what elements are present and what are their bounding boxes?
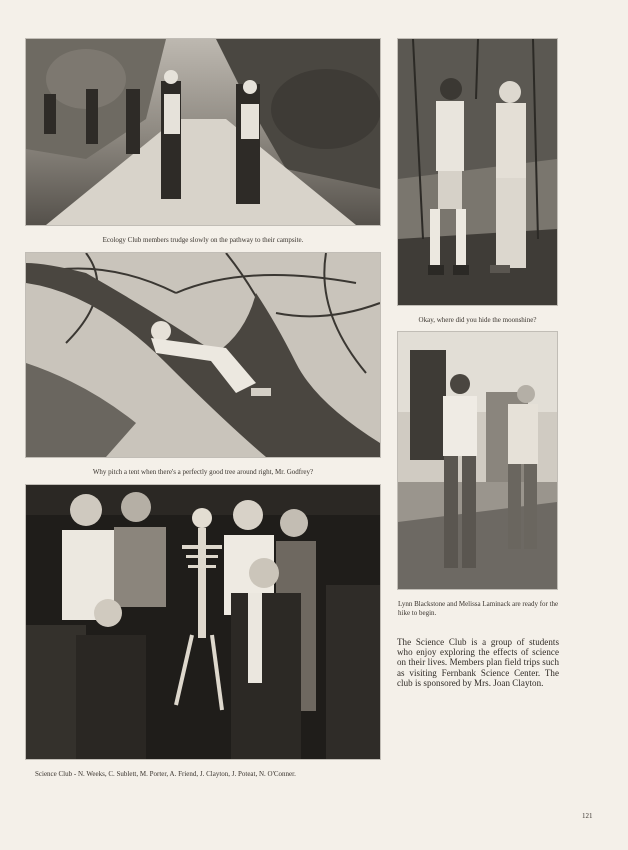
science-club-caption: Science Club - N. Weeks, C. Sublett, M. Porter, A. Friend, J. Clayton, J. Poteat, N. O'Conner. bbox=[35, 770, 296, 778]
science-club-photo bbox=[26, 485, 380, 759]
backpackers-photo bbox=[398, 332, 557, 589]
tree-rest-caption: Why pitch a tent when there's a perfectly good tree around right, Mr. Godfrey? bbox=[92, 468, 314, 476]
science-club-description: The Science Club is a group of students who enjoy exploring the effects of science on their lives. Members plan field trips such as visiting Fernbank Science Center. The club is sponsored by Mrs. Joan Clayton. bbox=[397, 637, 559, 688]
two-men-photo bbox=[398, 39, 557, 305]
ecology-trail-caption: Ecology Club members trudge slowly on the pathway to their campsite. bbox=[102, 236, 304, 244]
page-number: 121 bbox=[582, 812, 593, 820]
tree-rest-photo bbox=[26, 253, 380, 457]
backpackers-caption: Lynn Blackstone and Melissa Laminack are ready for the hike to begin. bbox=[398, 600, 559, 617]
two-men-caption: Okay, where did you hide the moonshine? bbox=[418, 316, 537, 324]
ecology-trail-photo bbox=[26, 39, 380, 225]
